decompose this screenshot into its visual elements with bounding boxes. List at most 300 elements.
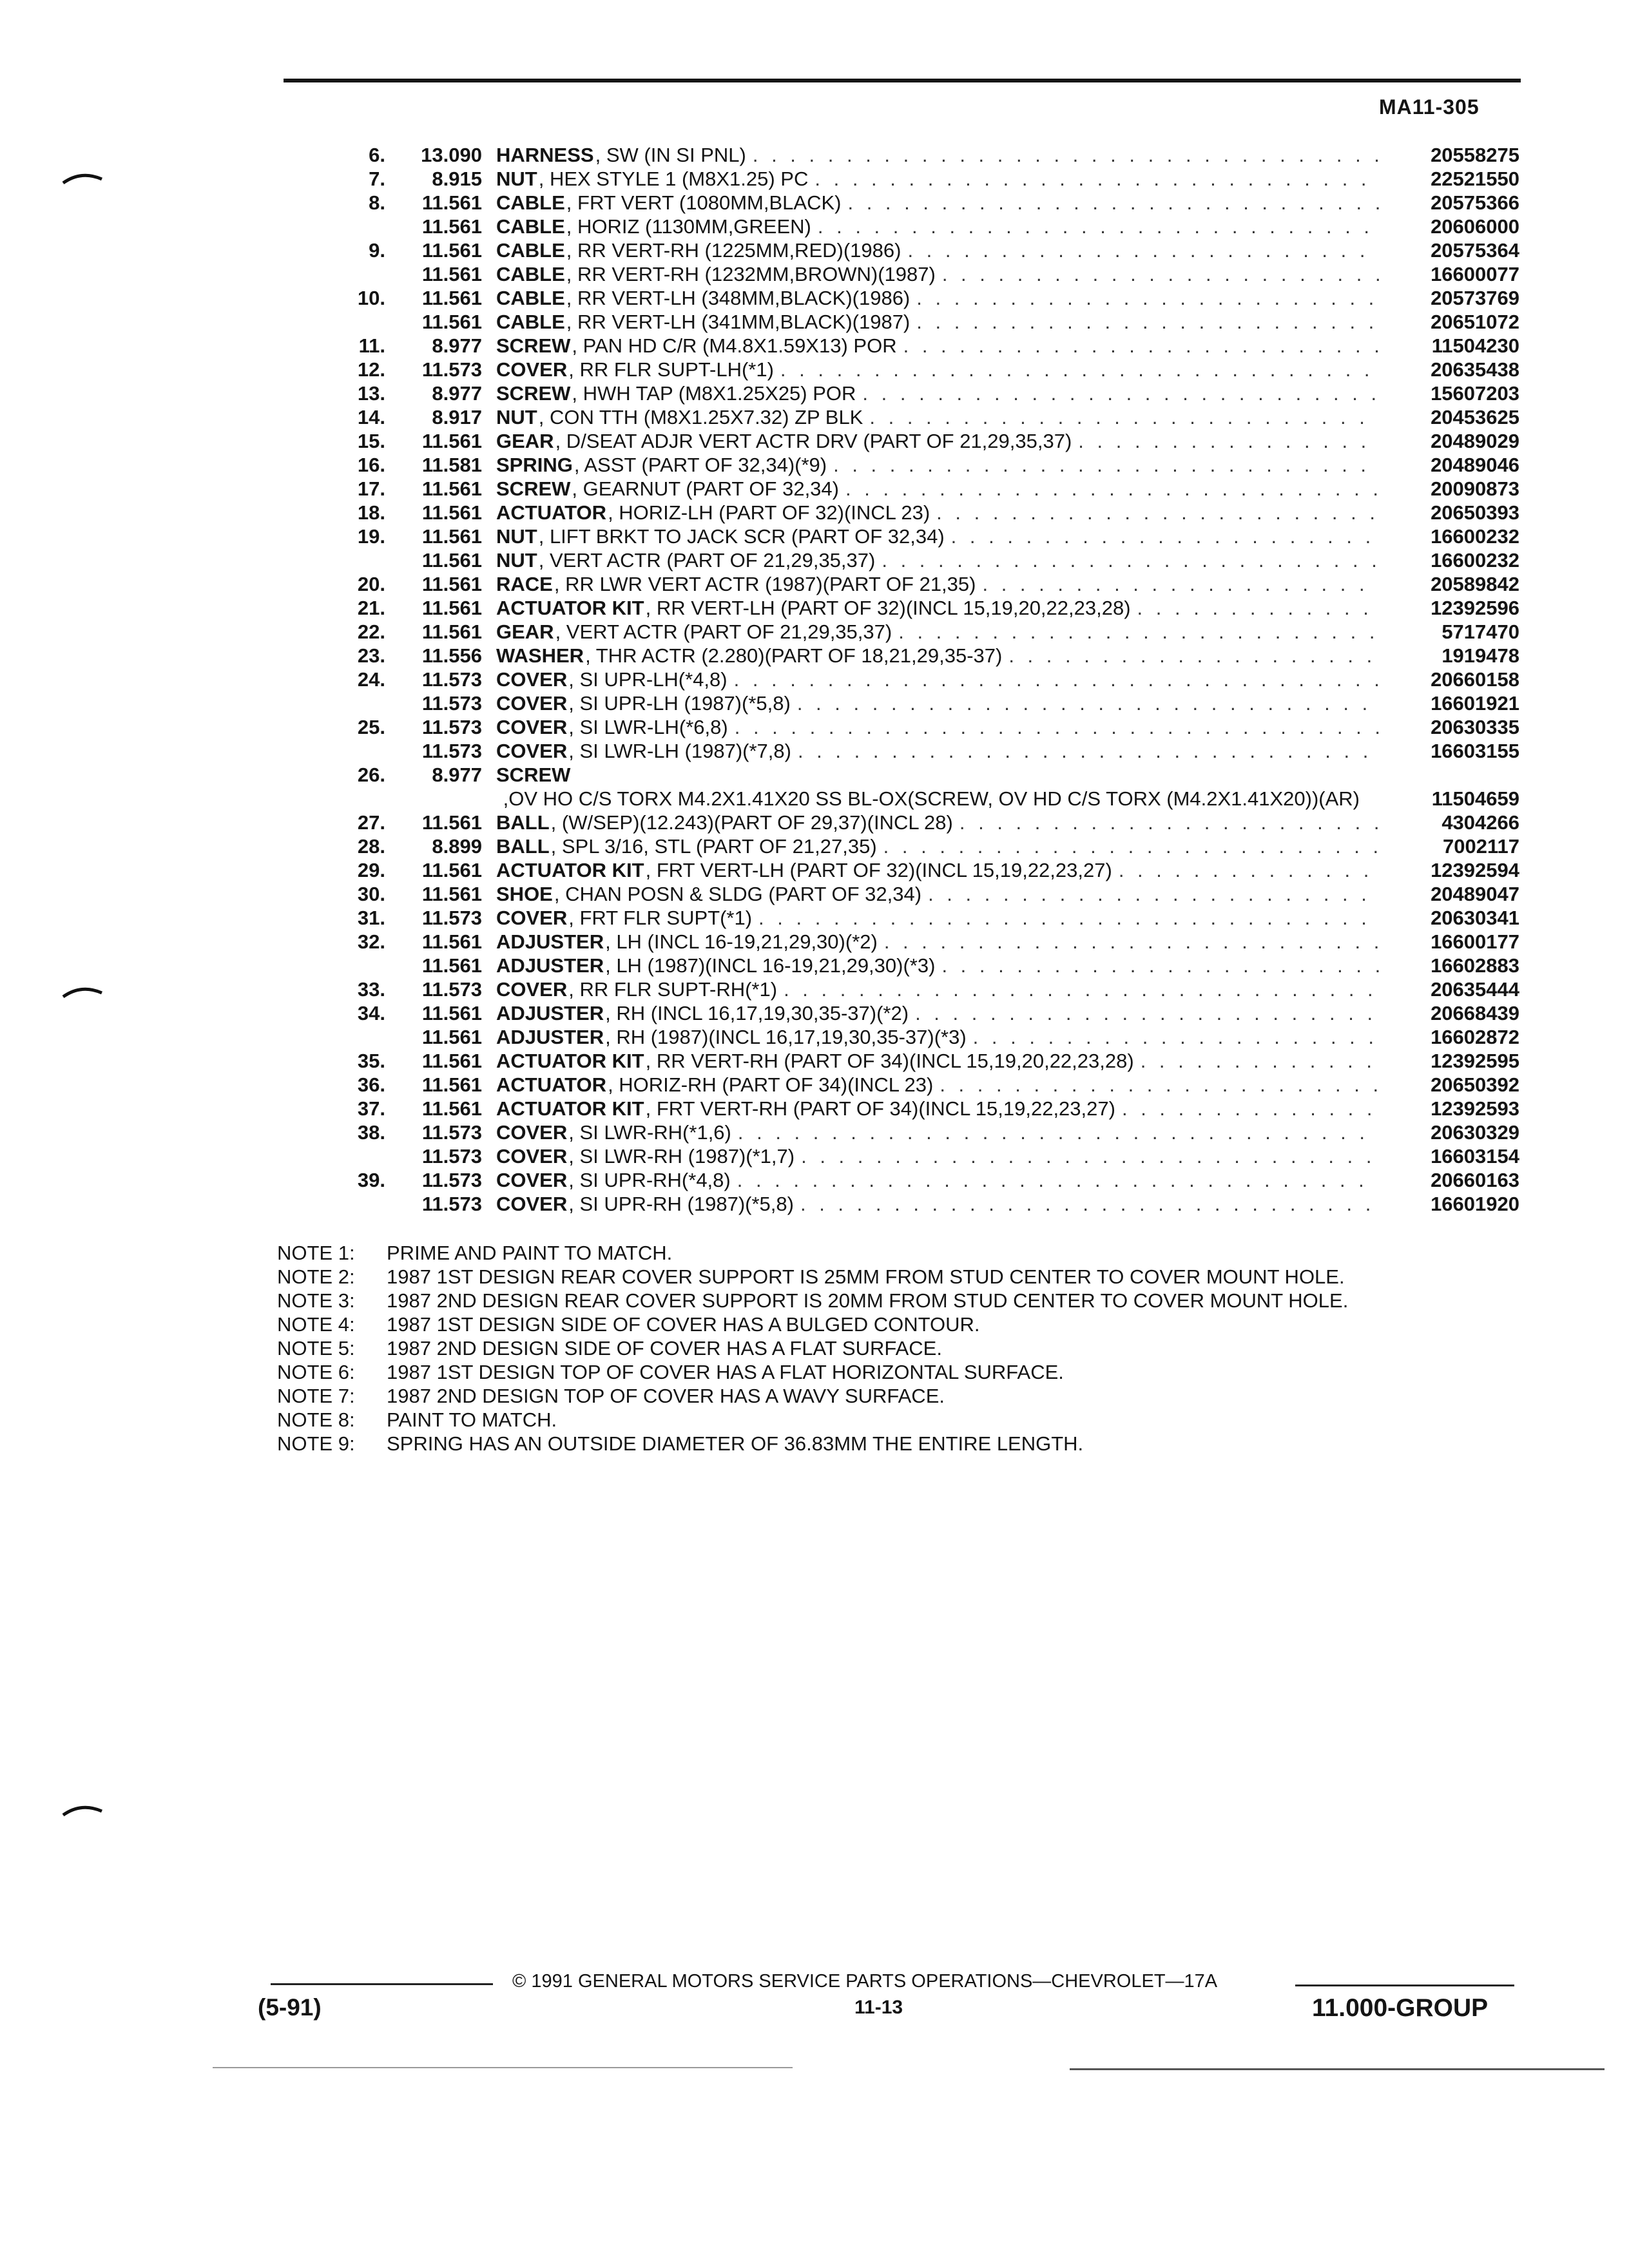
parts-row [0,715,1629,739]
part-detail: , D/SEAT ADJR VERT ACTR DRV (PART OF 21,29,35,37) [555,430,1072,452]
part-description [496,1073,1379,1097]
dot-leader [1119,858,1379,882]
part-number: 20573769 [1431,287,1519,309]
part-description [496,834,1379,858]
part-name: NUT [496,549,537,572]
part-name: NUT [496,525,537,548]
part-number: 16603154 [1431,1145,1519,1168]
parts-row [0,1001,1629,1025]
part-detail: , RR VERT-RH (1232MM,BROWN)(1987) [566,263,936,285]
part-number: 16601921 [1431,692,1519,715]
parts-row [0,668,1629,691]
dot-leader [951,524,1379,548]
dot-leader [758,906,1379,930]
item-number: 34. [357,1002,385,1024]
item-number: 24. [357,668,385,691]
item-number: 6. [369,144,385,166]
part-detail: , LH (1987)(INCL 16-19,21,29,30)(*3) [605,954,936,977]
part-number: 12392593 [1431,1097,1519,1120]
item-number: 20. [357,573,385,595]
part-detail: , HORIZ-RH (PART OF 34)(INCL 23) [608,1073,934,1096]
part-name: SCREW [496,477,571,500]
part-name: COVER [496,716,568,738]
part-number: 20489029 [1431,430,1519,452]
part-description [496,1025,1379,1049]
part-detail: , RR FLR SUPT-LH(*1) [568,358,774,381]
part-description [496,954,1379,977]
part-description [496,501,1379,524]
note-row [277,1289,1566,1312]
parts-row [0,310,1629,334]
dot-leader [862,381,1379,405]
group-number: 11.561 [421,430,482,452]
part-description [496,1120,1379,1144]
document-id: MA11-305 [1379,95,1480,119]
part-description [496,620,1379,644]
dot-leader [915,1001,1379,1025]
item-number: 33. [357,978,385,1001]
part-number: 12392596 [1431,597,1519,619]
group-number: 8.917 [432,406,482,428]
part-detail: , RR VERT-RH (PART OF 34)(INCL 15,19,20,22,23,28) [645,1050,1134,1072]
note-text: 1987 2ND DESIGN REAR COVER SUPPORT IS 20MM FROM STUD CENTER TO COVER MOUNT HOLE. [387,1289,1349,1312]
part-number: 1919478 [1441,644,1519,667]
parts-row [0,286,1629,310]
part-number: 20635444 [1431,978,1519,1001]
part-detail: , SI LWR-RH(*1,6) [568,1121,731,1144]
group-number: 11.556 [421,644,482,667]
part-description [496,739,1379,763]
part-name: CABLE [496,239,565,262]
part-name: CABLE [496,263,565,285]
part-detail: , GEARNUT (PART OF 32,34) [572,477,839,500]
note-label: NOTE 7: [277,1385,355,1407]
part-number: 16600177 [1431,930,1519,953]
parts-row [0,405,1629,429]
part-detail: , SI UPR-LH(*4,8) [568,668,728,691]
group-number: 13.090 [421,144,482,166]
dot-leader [780,358,1379,381]
group-number: 11.561 [421,501,482,524]
top-rule [284,79,1521,82]
part-description [496,477,1379,501]
group-number: 8.977 [432,382,482,405]
item-number: 16. [357,454,385,476]
part-number: 20090873 [1431,477,1519,500]
part-detail: , HEX STYLE 1 (M8X1.25) PC [538,168,809,190]
part-description [496,715,1379,739]
part-description [496,286,1379,310]
item-number: 14. [357,406,385,428]
parts-row [0,548,1629,572]
part-number: 7002117 [1443,835,1519,858]
group-number: 11.561 [421,573,482,595]
group-number: 11.561 [421,525,482,548]
part-detail: , FRT VERT-LH (PART OF 32)(INCL 15,19,22,23,27) [645,859,1112,881]
part-description [496,906,1379,930]
parts-row [0,477,1629,501]
item-number: 32. [357,930,385,953]
dot-leader [738,1120,1379,1144]
group-number: 11.561 [421,954,482,977]
part-name: COVER [496,1145,568,1168]
note-label: NOTE 3: [277,1289,355,1312]
group-number: 11.573 [421,1169,482,1191]
part-name: COVER [496,740,568,762]
part-name: ADJUSTER [496,954,604,977]
part-name: ADJUSTER [496,1026,604,1048]
item-number: 37. [357,1097,385,1120]
dot-leader [845,477,1379,501]
dot-leader [737,1168,1379,1192]
part-detail: , HORIZ (1130MM,GREEN) [566,215,811,238]
dot-leader [903,334,1379,358]
dot-leader [753,143,1379,167]
group-number: 8.977 [432,334,482,357]
group-number: 11.573 [421,716,482,738]
part-name: SCREW [496,334,571,357]
item-number: 30. [357,883,385,905]
part-description [496,882,1379,906]
dot-leader [734,668,1379,691]
dot-leader [882,548,1379,572]
part-detail: , RR VERT-RH (1225MM,RED)(1986) [566,239,901,262]
item-number: 18. [357,501,385,524]
group-number: 11.561 [421,1050,482,1072]
part-name: NUT [496,406,537,428]
item-number: 21. [357,597,385,619]
note-text: PAINT TO MATCH. [387,1408,557,1431]
part-number: 20630335 [1431,716,1519,738]
dot-leader [1008,644,1379,668]
part-name: WASHER [496,644,584,667]
group-number: 11.561 [421,620,482,643]
part-detail: , CHAN POSN & SLDG (PART OF 32,34) [554,883,922,905]
parts-row [0,262,1629,286]
dot-leader [800,1192,1379,1216]
part-name: ACTUATOR [496,501,607,524]
part-number: 20668439 [1431,1002,1519,1024]
part-description [496,143,1379,167]
notes-list [277,1241,1566,1456]
item-number: 31. [357,907,385,929]
part-detail: , PAN HD C/R (M4.8X1.59X13) POR [572,334,897,357]
dot-leader [847,191,1379,215]
part-description [496,572,1379,596]
group-number: 11.573 [421,907,482,929]
part-detail: , SI UPR-LH (1987)(*5,8) [568,692,791,715]
part-description [496,977,1379,1001]
item-number: 39. [357,1169,385,1191]
part-number: 5717470 [1441,620,1519,643]
parts-row [0,930,1629,954]
part-number: 12392594 [1431,859,1519,881]
part-number: 20630341 [1431,907,1519,929]
group-number: 11.573 [421,1193,482,1215]
parts-row [0,501,1629,524]
part-detail: , RR VERT-LH (PART OF 32)(INCL 15,19,20,22,23,28) [645,597,1131,619]
note-text: 1987 1ST DESIGN TOP OF COVER HAS A FLAT HORIZONTAL SURFACE. [387,1361,1064,1383]
part-number: 20606000 [1431,215,1519,238]
footer-date-code: (5-91) [258,1994,322,2021]
part-number: 20453625 [1431,406,1519,428]
part-name: ACTUATOR KIT [496,1097,644,1120]
note-label: NOTE 1: [277,1242,355,1264]
part-description [496,215,1379,238]
note-label: NOTE 6: [277,1361,355,1383]
note-text: 1987 1ST DESIGN REAR COVER SUPPORT IS 25MM FROM STUD CENTER TO COVER MOUNT HOLE. [387,1265,1345,1288]
part-detail: , RH (INCL 16,17,19,30,35-37)(*2) [605,1002,909,1024]
part-detail: , SI LWR-RH (1987)(*1,7) [568,1145,795,1168]
part-name: COVER [496,668,568,691]
page-number: 11-13 [854,1997,903,2018]
dot-leader [898,620,1379,644]
parts-row [0,1073,1629,1097]
part-detail: , SI UPR-RH (1987)(*5,8) [568,1193,794,1215]
part-description [496,763,1379,811]
group-number: 11.561 [421,191,482,214]
parts-row [0,215,1629,238]
part-detail: , RR VERT-LH (348MM,BLACK)(1986) [566,287,911,309]
part-description [496,191,1379,215]
item-number: 35. [357,1050,385,1072]
part-description [496,811,1379,834]
parts-row [0,1097,1629,1120]
note-text: SPRING HAS AN OUTSIDE DIAMETER OF 36.83MM THE ENTIRE LENGTH. [387,1432,1084,1455]
group-number: 8.899 [432,835,482,858]
dot-leader [869,405,1379,429]
punch-hole-mark-icon [62,1801,103,1820]
part-description [496,930,1379,954]
part-description [496,453,1379,477]
parts-row [0,1168,1629,1192]
group-number: 11.573 [421,668,482,691]
item-number: 28. [357,835,385,858]
group-number: 11.573 [421,1121,482,1144]
part-name: COVER [496,1121,568,1144]
part-detail: , RR FLR SUPT-RH(*1) [568,978,778,1001]
footer-rule-left [271,1983,493,1985]
part-detail: , FRT VERT-RH (PART OF 34)(INCL 15,19,22,23,27) [645,1097,1115,1120]
parts-row [0,620,1629,644]
group-number: 11.561 [421,239,482,262]
part-name: RACE [496,573,553,595]
part-number: 20558275 [1431,144,1519,166]
note-label: NOTE 4: [277,1313,355,1336]
item-number: 15. [357,430,385,452]
part-detail: , RR LWR VERT ACTR (1987)(PART OF 21,35) [554,573,976,595]
part-number: 16600077 [1431,263,1519,285]
item-number: 17. [357,477,385,500]
note-row [277,1408,1566,1432]
note-row [277,1384,1566,1408]
group-number: 11.561 [421,215,482,238]
dot-leader [1137,596,1379,620]
part-name: COVER [496,978,568,1001]
parts-row [0,1192,1629,1216]
group-number: 11.573 [421,358,482,381]
part-description [496,167,1379,191]
group-number: 11.573 [421,978,482,1001]
note-row [277,1312,1566,1336]
part-name: COVER [496,1169,568,1191]
dot-leader [815,167,1379,191]
part-name: BALL [496,811,550,834]
parts-row [0,811,1629,834]
part-detail: , HWH TAP (M8X1.25X25) POR [572,382,856,405]
part-detail: , SI LWR-LH (1987)(*7,8) [568,740,791,762]
bottom-rule-right [1070,2068,1605,2070]
parts-row [0,763,1629,811]
part-number: 20660158 [1431,668,1519,691]
note-row [277,1336,1566,1360]
part-detail: , FRT FLR SUPT(*1) [568,907,753,929]
dot-leader [973,1025,1379,1049]
dot-leader [798,739,1379,763]
item-number: 26. [357,764,385,786]
parts-row [0,954,1629,977]
note-text: 1987 1ST DESIGN SIDE OF COVER HAS A BULGED CONTOUR. [387,1313,980,1336]
item-number: 25. [357,716,385,738]
part-name: SCREW [496,764,571,786]
group-number: 11.573 [421,692,482,715]
item-number: 22. [357,620,385,643]
item-number: 8. [369,191,385,214]
part-number: 4304266 [1441,811,1519,834]
part-name: HARNESS [496,144,594,166]
part-detail: , VERT ACTR (PART OF 21,29,35,37) [538,549,876,572]
group-number: 11.561 [421,311,482,333]
group-number: 8.977 [432,764,482,786]
part-description [496,334,1379,358]
parts-row [0,1049,1629,1073]
part-description [496,1049,1379,1073]
item-number: 10. [357,287,385,309]
part-detail: , LH (INCL 16-19,21,29,30)(*2) [605,930,878,953]
dot-leader [1122,1097,1379,1120]
part-description [496,381,1379,405]
parts-row [0,739,1629,763]
part-name: COVER [496,692,568,715]
parts-row [0,644,1629,668]
dot-leader [1078,429,1379,453]
parts-row [0,191,1629,215]
group-number: 11.561 [421,930,482,953]
dot-leader [959,811,1379,834]
part-number: 20635438 [1431,358,1519,381]
note-row [277,1432,1566,1456]
part-number: 20575364 [1431,239,1519,262]
part-detail: , RR VERT-LH (341MM,BLACK)(1987) [566,311,911,333]
group-number: 11.561 [421,549,482,572]
group-number: 11.561 [421,859,482,881]
part-name: GEAR [496,430,554,452]
part-name: SPRING [496,454,573,476]
parts-row [0,834,1629,858]
group-number: 11.561 [421,1026,482,1048]
part-number: 16600232 [1431,549,1519,572]
parts-list [0,143,1629,1216]
part-description [496,1097,1379,1120]
part-name: SHOE [496,883,553,905]
parts-row [0,238,1629,262]
part-name: COVER [496,358,568,381]
part-number: 20575366 [1431,191,1519,214]
part-description [496,358,1379,381]
part-number: 20630329 [1431,1121,1519,1144]
parts-row [0,358,1629,381]
parts-row [0,524,1629,548]
item-number: 7. [369,168,385,190]
part-name: GEAR [496,620,554,643]
part-description [496,524,1379,548]
dot-leader [818,215,1379,238]
part-number: 22521550 [1431,168,1519,190]
part-number: 20489046 [1431,454,1519,476]
dot-leader [1141,1049,1379,1073]
part-number: 16602883 [1431,954,1519,977]
part-name: ADJUSTER [496,1002,604,1024]
part-name: ACTUATOR KIT [496,597,644,619]
note-row [277,1265,1566,1289]
bottom-rule-left [213,2067,793,2068]
dot-leader [884,930,1379,954]
part-name: CABLE [496,287,565,309]
item-number: 38. [357,1121,385,1144]
parts-row [0,334,1629,358]
note-text: PRIME AND PAINT TO MATCH. [387,1242,673,1264]
part-name: ADJUSTER [496,930,604,953]
part-number: 16600232 [1431,525,1519,548]
part-description [496,262,1379,286]
part-detail: , HORIZ-LH (PART OF 32)(INCL 23) [608,501,930,524]
group-number: 8.915 [432,168,482,190]
note-row [277,1241,1566,1265]
part-name: COVER [496,1193,568,1215]
dot-leader [942,262,1379,286]
group-number: 11.561 [421,597,482,619]
dot-leader [907,238,1379,262]
part-number: 20651072 [1431,311,1519,333]
parts-row [0,691,1629,715]
parts-row [0,143,1629,167]
part-description [496,858,1379,882]
part-detail: , ASST (PART OF 32,34)(*9) [574,454,827,476]
part-detail: , SPL 3/16, STL (PART OF 21,27,35) [550,835,877,858]
note-label: NOTE 8: [277,1408,355,1431]
dot-leader [735,715,1379,739]
part-number: 15607203 [1431,382,1519,405]
part-name: NUT [496,168,537,190]
group-number: 11.573 [421,740,482,762]
part-detail: , LIFT BRKT TO JACK SCR (PART OF 32,34) [538,525,945,548]
part-name: CABLE [496,215,565,238]
item-number: 12. [357,358,385,381]
group-number: 11.561 [421,1073,482,1096]
parts-row [0,429,1629,453]
parts-row [0,381,1629,405]
part-detail: , CON TTH (M8X1.25X7.32) ZP BLK [538,406,863,428]
part-name: CABLE [496,311,565,333]
group-number: 11.561 [421,811,482,834]
dot-leader [936,501,1379,524]
footer-copyright: © 1991 GENERAL MOTORS SERVICE PARTS OPERATIONS—CHEVROLET—17A [512,1971,1218,1992]
part-number: 20660163 [1431,1169,1519,1191]
group-number: 11.573 [421,1145,482,1168]
part-description [496,1192,1379,1216]
note-text: 1987 2ND DESIGN SIDE OF COVER HAS A FLAT SURFACE. [387,1337,942,1360]
part-number: 20650393 [1431,501,1519,524]
